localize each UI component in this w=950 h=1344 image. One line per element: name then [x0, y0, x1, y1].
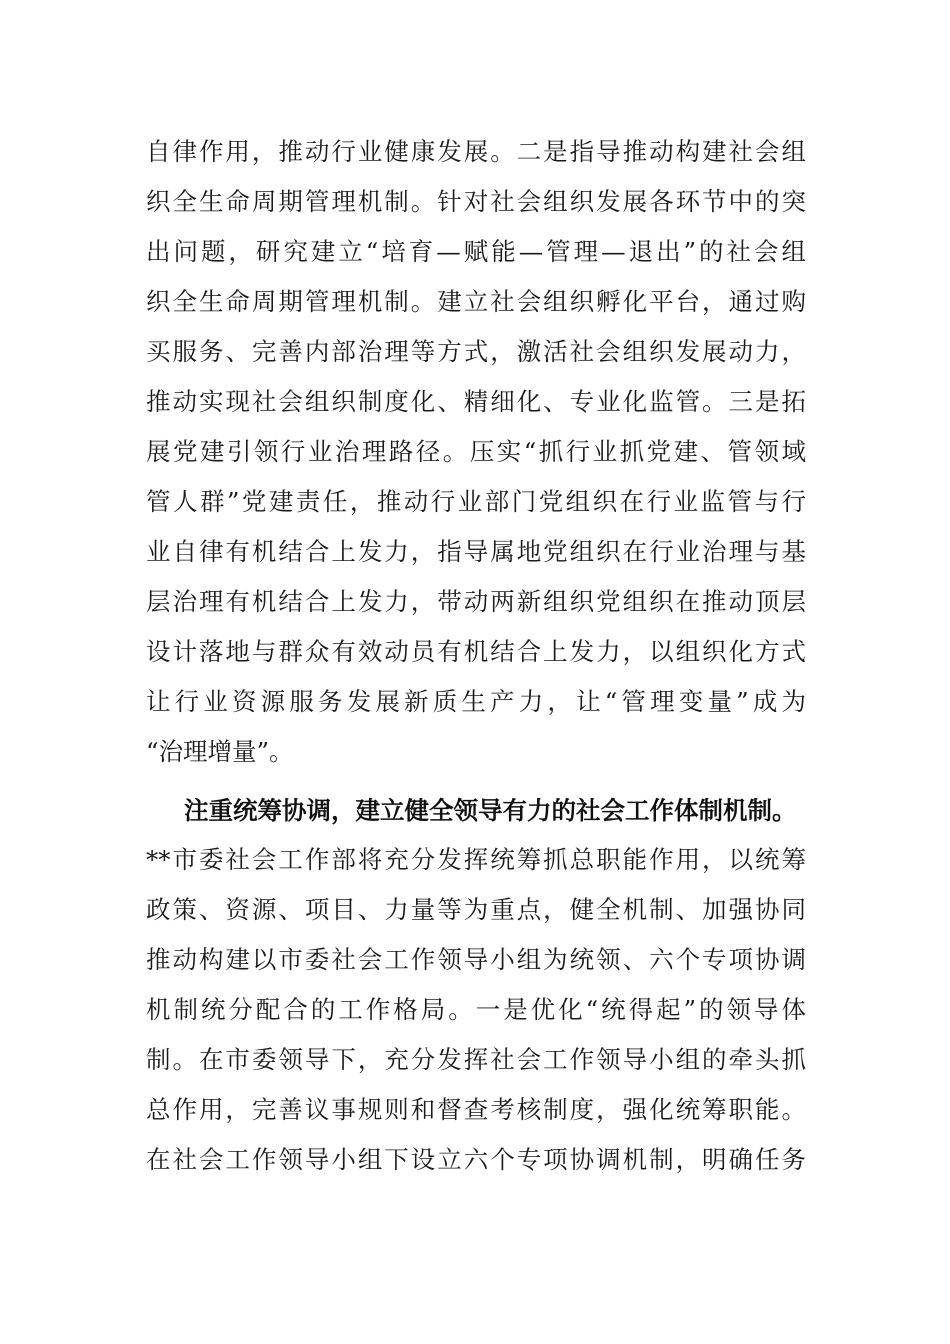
text-line: 推动实现社会组织制度化、精细化、专业化监管。三是拓 [146, 387, 806, 416]
text-line: 业自律有机结合上发力，指导属地党组织在行业治理与基 [146, 537, 806, 566]
text-line: 买服务、完善内部治理等方式，激活社会组织发展动力， [146, 337, 806, 366]
text-line: 让行业资源服务发展新质生产力，让“管理变量”成为 [146, 687, 806, 716]
text-line: 层治理有机结合上发力，带动两新组织党组织在推动顶层 [146, 587, 806, 616]
text-line: 推动构建以市委社会工作领导小组为统领、六个专项协调 [146, 945, 806, 974]
text-line: 展党建引领行业治理路径。压实“抓行业抓党建、管领域 [146, 437, 806, 466]
text-line: 制。在市委领导下，充分发挥社会工作领导小组的牵头抓 [146, 1045, 806, 1074]
section-heading: 注重统筹协调，建立健全领导有力的社会工作体制机制。 [184, 796, 797, 825]
text-line: 设计落地与群众有效动员有机结合上发力，以组织化方式 [146, 637, 806, 666]
text-line: **市委社会工作部将充分发挥统筹抓总职能作用，以统筹 [146, 845, 806, 874]
text-line: 出问题，研究建立“培育—赋能—管理—退出”的社会组 [146, 237, 806, 266]
text-line: 政策、资源、项目、力量等为重点，健全机制、加强协同 [146, 895, 806, 924]
text-line: 总作用，完善议事规则和督查考核制度，强化统筹职能。 [146, 1095, 806, 1124]
text-line: 管人群”党建责任，推动行业部门党组织在行业监管与行 [146, 487, 806, 516]
text-line: 织全生命周期管理机制。建立社会组织孵化平台，通过购 [146, 287, 806, 316]
text-line: 织全生命周期管理机制。针对社会组织发展各环节中的突 [146, 187, 806, 216]
text-line: 机制统分配合的工作格局。一是优化“统得起”的领导体 [146, 995, 806, 1024]
text-line: 自律作用，推动行业健康发展。二是指导推动构建社会组 [146, 137, 806, 166]
text-line: 在社会工作领导小组下设立六个专项协调机制，明确任务 [146, 1145, 806, 1174]
text-line: “治理增量”。 [146, 737, 294, 766]
